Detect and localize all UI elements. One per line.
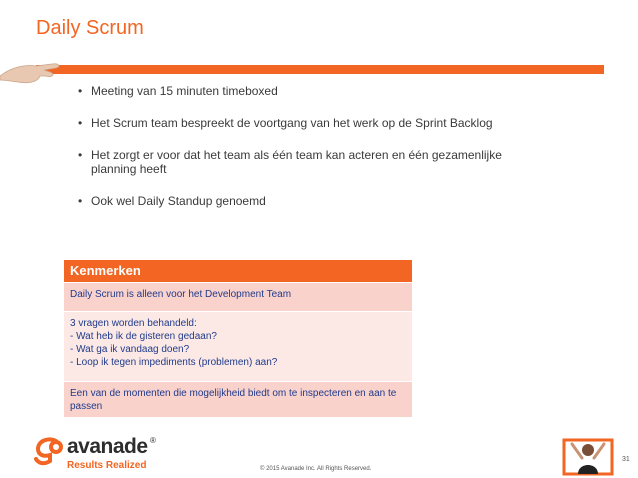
table-cell-item: - Wat heb ik de gisteren gedaan? — [70, 331, 217, 342]
bullet-item: • Het zorgt er voor dat het team als één team kan acteren en één gezamenlijke planning heeft — [78, 148, 548, 176]
pointing-hand-icon — [0, 54, 80, 90]
table-cell-intro: 3 vragen worden behandeld: — [70, 318, 197, 329]
logo-tagline: Results Realized — [67, 460, 147, 471]
person-frame-icon — [560, 436, 616, 478]
copyright-text: © 2015 Avanade Inc. All Rights Reserved. — [260, 466, 372, 472]
table-cell: Daily Scrum is alleen voor het Development Team — [70, 289, 292, 300]
avanade-logo-icon — [34, 435, 64, 471]
kenmerken-table — [64, 260, 412, 417]
table-cell-item: - Wat ga ik vandaag doen? — [70, 344, 190, 355]
table-row — [64, 311, 412, 381]
bullet-list — [78, 84, 548, 226]
bullet-item: • Het Scrum team bespreekt de voortgang van het werk op de Sprint Backlog — [78, 116, 548, 130]
table-row — [64, 381, 412, 417]
logo-wordmark: avanade — [67, 435, 148, 458]
avanade-logo — [34, 433, 174, 473]
table-cell-item: - Loop ik tegen impediments (problemen) aan? — [70, 357, 278, 368]
bullet-item: • Ook wel Daily Standup genoemd — [78, 194, 548, 208]
table-row — [64, 282, 412, 311]
page-number: 31 — [622, 456, 630, 463]
table-cell: Een van de momenten die mogelijkheid biedt om te inspecteren en aan te passen — [70, 388, 397, 412]
slide-title: Daily Scrum — [36, 17, 144, 39]
bullet-item: • Meeting van 15 minuten timeboxed — [78, 84, 548, 98]
table-header: Kenmerken — [64, 260, 412, 282]
header-bar — [36, 65, 604, 74]
logo-registered-mark: ® — [150, 436, 156, 445]
